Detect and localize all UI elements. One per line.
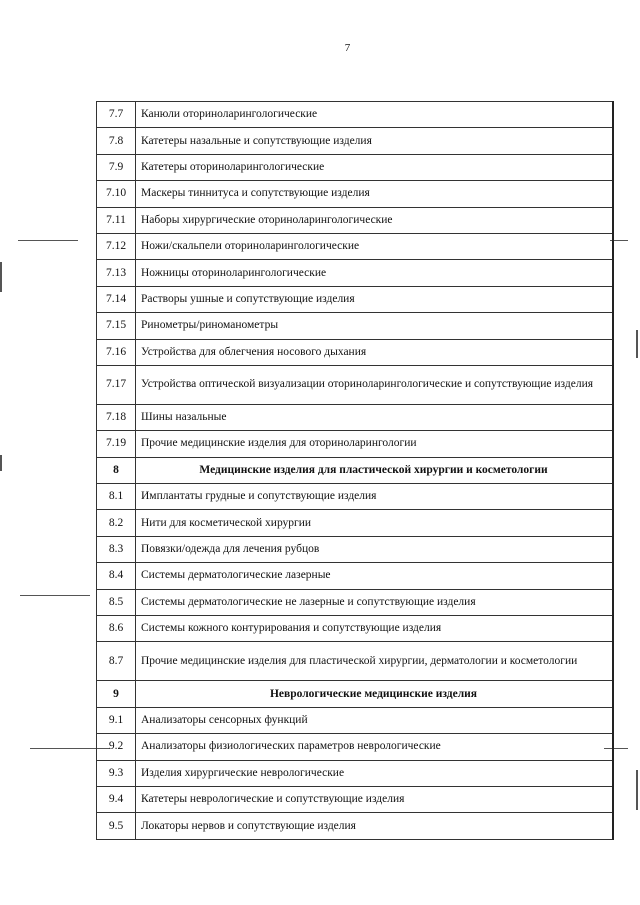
scan-mark [0, 262, 2, 292]
table-row [97, 431, 614, 457]
table-row [97, 207, 614, 233]
row-number: 7.12 [97, 233, 136, 259]
row-number: 7.10 [97, 181, 136, 207]
row-number: 7.16 [97, 339, 136, 365]
row-number: 9.3 [97, 760, 136, 786]
table-row [97, 128, 614, 154]
row-description: Устройства оптической визуализации оториноларингологические и сопутствующие изделия [136, 365, 614, 404]
row-description: Нити для косметической хирургии [136, 510, 614, 536]
table-row [97, 181, 614, 207]
row-number: 7.15 [97, 313, 136, 339]
row-number: 7.18 [97, 404, 136, 430]
scan-mark [636, 770, 638, 810]
table-row [97, 510, 614, 536]
table-row [97, 154, 614, 180]
row-description: Растворы ушные и сопутствующие изделия [136, 286, 614, 312]
row-description: Ринометры/риноманометры [136, 313, 614, 339]
table-row [97, 365, 614, 404]
table-row [97, 313, 614, 339]
row-description: Системы дерматологические лазерные [136, 563, 614, 589]
row-number: 8.4 [97, 563, 136, 589]
section-title: Медицинские изделия для пластической хирургии и косметологии [136, 457, 614, 483]
table-row [97, 589, 614, 615]
row-description: Имплантаты грудные и сопутствующие изделия [136, 484, 614, 510]
table-row [97, 563, 614, 589]
row-number: 9 [97, 681, 136, 707]
row-number: 9.1 [97, 707, 136, 733]
row-number: 9.2 [97, 734, 136, 760]
row-number: 8.3 [97, 536, 136, 562]
row-description: Ножи/скальпели оториноларингологические [136, 233, 614, 259]
table-row [97, 286, 614, 312]
page-number: 7 [344, 42, 351, 54]
table-row [97, 642, 614, 681]
row-description: Канюли оториноларингологические [136, 102, 614, 128]
scan-mark [0, 455, 2, 471]
table-row [97, 102, 614, 128]
row-description: Локаторы нервов и сопутствующие изделия [136, 813, 614, 839]
row-number: 8.1 [97, 484, 136, 510]
table-row [97, 760, 614, 786]
row-number: 8.6 [97, 616, 136, 642]
row-number: 7.9 [97, 154, 136, 180]
row-number: 7.11 [97, 207, 136, 233]
row-number: 8.7 [97, 642, 136, 681]
row-description: Системы дерматологические не лазерные и сопутствующие изделия [136, 589, 614, 615]
row-description: Повязки/одежда для лечения рубцов [136, 536, 614, 562]
table-row [97, 536, 614, 562]
row-description: Анализаторы физиологических параметров неврологические [136, 734, 614, 760]
row-number: 8.2 [97, 510, 136, 536]
scan-mark [18, 240, 78, 241]
row-number: 7.7 [97, 102, 136, 128]
table-row [97, 616, 614, 642]
section-row [97, 457, 614, 483]
row-description: Устройства для облегчения носового дыхания [136, 339, 614, 365]
row-number: 7.19 [97, 431, 136, 457]
row-number: 7.13 [97, 260, 136, 286]
row-description: Ножницы оториноларингологические [136, 260, 614, 286]
row-number: 7.14 [97, 286, 136, 312]
section-row [97, 681, 614, 707]
row-description: Катетеры оториноларингологические [136, 154, 614, 180]
row-description: Катетеры неврологические и сопутствующие изделия [136, 786, 614, 812]
table-row [97, 786, 614, 812]
classification-table [96, 101, 614, 840]
table-row [97, 404, 614, 430]
scan-mark [20, 595, 90, 596]
row-description: Анализаторы сенсорных функций [136, 707, 614, 733]
row-number: 9.4 [97, 786, 136, 812]
row-number: 8.5 [97, 589, 136, 615]
table-row [97, 734, 614, 760]
row-description: Прочие медицинские изделия для пластической хирургии, дерматологии и косметологии [136, 642, 614, 681]
table-row [97, 484, 614, 510]
scan-mark [636, 330, 638, 358]
row-description: Катетеры назальные и сопутствующие изделия [136, 128, 614, 154]
row-number: 7.17 [97, 365, 136, 404]
row-description: Прочие медицинские изделия для оториноларингологии [136, 431, 614, 457]
row-description: Шины назальные [136, 404, 614, 430]
row-number: 8 [97, 457, 136, 483]
row-description: Изделия хирургические неврологические [136, 760, 614, 786]
row-description: Наборы хирургические оториноларингологические [136, 207, 614, 233]
section-title: Неврологические медицинские изделия [136, 681, 614, 707]
row-description: Маскеры тиннитуса и сопутствующие изделия [136, 181, 614, 207]
row-number: 7.8 [97, 128, 136, 154]
table-row [97, 707, 614, 733]
row-description: Системы кожного контурирования и сопутствующие изделия [136, 616, 614, 642]
table-row [97, 233, 614, 259]
table-row [97, 339, 614, 365]
row-number: 9.5 [97, 813, 136, 839]
table-row [97, 260, 614, 286]
table-row [97, 813, 614, 839]
